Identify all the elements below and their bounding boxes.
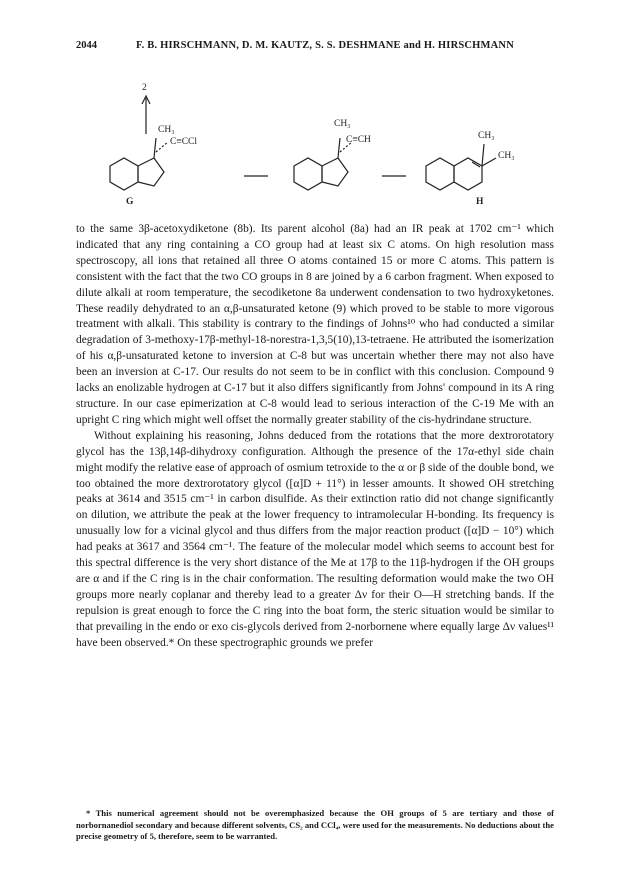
structure-mid-methyl-bond [338,138,340,158]
structure-g-six-ring [110,158,138,190]
structure-h-left-ring [426,158,454,190]
paragraph-1: to the same 3β-acetoxydiketone (8b). Its parent alcohol (8a) had an IR peak at 1702 cm⁻¹ which indicated that any ring containing a CO group had at least six C atoms. On high resolution mass spectroscopy, all ions that retained all three O atoms contained 15 or more C atoms. This pattern is consistent with the fact that the two CO groups in 8 are joined by a 6 carbon fragment. When exposed to dilute alkali at room temperature, the secodiketone 8a underwent condensation to two hydroxyketones. These readily dehydrated to an α,β-unsaturated ketone (9) which proved to be stable to more vigorous treatment with alkali. This stability is contrary to the findings of Johns¹⁰ who had conducted a similar degradation of 3-methoxy-17β-methyl-18-norestra-1,3,5(10),13-tetraene. He attributed the isomerization of his α,β-unsaturated ketone to inversion at C-8 but was uncertain whether there may not also have been an inversion at C-17. Our results do not seem to be in conflict with this conclusion. Compound 9 lacks an enolizable hydrogen at C-17 but it also differs significantly from Johns' compound in its A ring structure. In our case epimerization at C-8 would lead to serious interaction of the C-19 Me with an upright C ring which might well offset the normally greater stability of the cis-hydrindane structure. [76,223,554,426]
structure-h-methyl-bond-a [482,144,484,166]
structure-mid-alkyne: C≡CH [346,135,371,145]
structure-h-methyl-bond-b [482,158,496,166]
structure-mid-ch3: CH₃ [334,119,351,129]
scheme-step-label: 2 [142,83,147,93]
structure-g-methyl-bond [154,138,156,158]
reaction-scheme-drawing [76,72,556,212]
page-number: 2044 [76,40,97,51]
structure-h-ch3-b: CH₃ [498,151,515,161]
author-line: F. B. HIRSCHMANN, D. M. KAUTZ, S. S. DESHMANE and H. HIRSCHMANN [136,40,515,51]
structure-mid-five-ring [322,158,348,186]
structure-g-five-ring [138,158,164,186]
structure-g-alkyne: C≡CCl [170,137,198,147]
reaction-scheme [76,72,556,212]
structure-h-label: H [476,197,484,207]
body-text [76,222,554,651]
structure-h-right-ring [454,158,482,190]
footnote-text: * This numerical agreement should not be overemphasized because the OH groups of 5 are tertiary and those of norbornanediol secondary and because different solvents, CS₂ and CCl₄, were used for the measurements. No deductions about the precise geometry of 5, therefore, seem to be warranted. [76,808,554,842]
structure-g-label: G [126,197,134,207]
structure-mid-six-ring [294,158,322,190]
paragraph-2: Without explaining his reasoning, Johns deduced from the rotations that the more dextrorotatory glycol has the 13β,14β-dihydroxy configuration. Although the presence of the 17α-ethyl side chain might modify the relative ease of approach of osmium tetroxide to the α or β side of the double bond, we too obtained the more dextrorotatory glycol ([α]D + 11°) in lesser amounts. It showed OH stretching peaks at 3614 and 3515 cm⁻¹ in carbon disulfide. As their extinction ratio did not change significantly on dilution, we attribute the peak at the lower frequency to intramolecular H-bonding. Its frequency is unusually low for a vicinal glycol and thus differs from the major reaction product ([α]D − 10°) which had peaks at 3617 and 3564 cm⁻¹. The feature of the molecular model which seems to account best for this spectral difference is the very short distance of the Me at 17β to the 11β-hydrogen if the OH groups are α and if the C ring is in the chair conformation. The resulting deformation would make the two OH groups more nearly coplanar and thereby lead to a greater Δν for their O—H stretching bands. If the repulsion is great enough to force the C ring into the boat form, the steric situation would be similar to that prevailing in the endo or exo cis-glycols derived from 2-norbornene where equally large Δν values¹¹ have been observed.* On these spectrographic grounds we prefer [76,429,554,649]
structure-h-ch3-a: CH₃ [478,131,495,141]
footnote [76,808,554,843]
structure-g-ch3: CH₃ [158,125,175,135]
structure-g-alkyne-bond [156,142,168,152]
